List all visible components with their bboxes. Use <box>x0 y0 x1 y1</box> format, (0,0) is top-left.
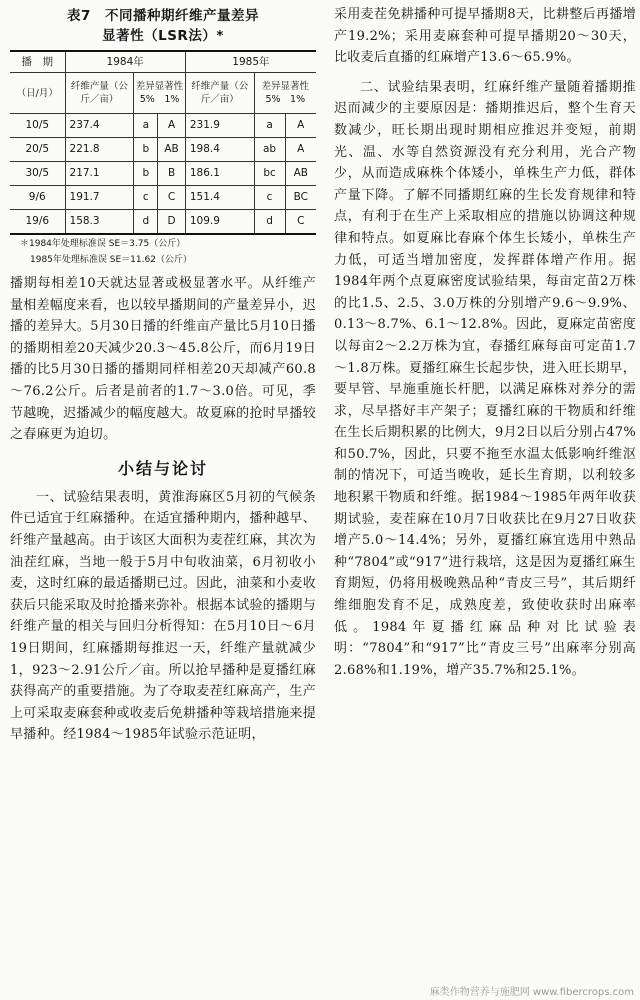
yield-1984: 217.1 <box>65 162 134 186</box>
p5-label-1984: 5% <box>139 94 155 105</box>
left-column <box>10 6 316 746</box>
sig5-1985: ab <box>254 138 285 162</box>
table-row <box>10 186 316 210</box>
table-label: 表7 <box>67 8 91 24</box>
left-paragraph-2: 一、试验结果表明，黄淮海麻区5月初的气候条件已适宜于红麻播种。在适宜播种期内，播种越早、纤维产量越高。由于该区大面积为麦茬红麻，其次为油茬红麻，当地一般于5月中旬收油菜，6月初收小麦，这时红麻的最适播期已过。因此，油菜和小麦收获后只能采取及时抢播来弥补。根据本试验的播期与纤维产量的相关与回归分析得知：在5月10日～6月19日期间，红麻播期每推迟一天，纤维产量就减少1，923～2.91公斤／亩。所以抢早播种是夏播红麻获得高产的重要措施。为了夺取麦茬红麻高产，生产上可采取麦麻套种或收麦后免耕播种等栽培措施来提早播种。经1984～1985年试验示范证明， <box>10 489 316 743</box>
table-title-line2: 显著性（LSR法）* <box>102 28 224 44</box>
sig5-1984: b <box>134 138 158 162</box>
sig1-1985: BC <box>285 186 316 210</box>
table-row <box>10 114 316 138</box>
sig5-1985: a <box>254 114 285 138</box>
left-paragraph-1: 播期每相差10天就达显著或极显著水平。从纤维产量相差幅度来看，也以较早播期间的产量差异小，迟播的差异大。5月30日播的纤维亩产量比5月10日播的播期相差20天减少20.3～45.8公斤，而6月19日播的比5月30日播的播期同样相差20天却减产60.8～76.2公斤。后者是前者的1.7～3.0倍。可见，季节越晚，迟播减少的幅度越大。故夏麻的抢时早播较之春麻更为迫切。 <box>10 276 316 443</box>
table-row <box>10 210 316 235</box>
yield-1985: 109.9 <box>185 210 254 235</box>
yield-1985: 231.9 <box>185 114 254 138</box>
yield-1985: 186.1 <box>185 162 254 186</box>
yield-significance-table <box>10 50 316 235</box>
sig1-1985: A <box>285 114 316 138</box>
sig5-1984: a <box>134 114 158 138</box>
sig1-1984: C <box>158 186 186 210</box>
table-row <box>10 138 316 162</box>
right-paragraph-1: 采用麦茬免耕播种可提早播期8天，比耕整后再播增产19.2%；采用麦麻套种可提早播期20～30天，比收麦后直播的红麻增产13.6～65.9%。 <box>334 7 636 66</box>
sig-label-1984: 差异显著性 <box>135 81 184 92</box>
right-column <box>334 4 636 681</box>
yield-header-1984: 纤维产量（公斤／亩） <box>65 73 134 114</box>
row-date: 10/5 <box>10 114 65 138</box>
row-date: 30/5 <box>10 162 65 186</box>
table-title <box>10 6 316 46</box>
stub-header-bottom: （日/月） <box>10 73 65 114</box>
sig5-1985: bc <box>254 162 285 186</box>
yield-1984: 221.8 <box>65 138 134 162</box>
watermark: 麻类作物营养与施肥网 www.fibercrops.com <box>429 987 634 998</box>
table-note-1984: ＊1984年处理标准误 SE＝3.75（公斤） <box>20 239 186 249</box>
right-paragraph-2: 二、试验结果表明，红麻纤维产量随着播期推迟而减少的主要原因是：播期推迟后，整个生育天数减少，旺长期出现时期相应推迟并变短，前期光、温、水等自然资源没有充分利用，光合产物少，从而造成麻株个体矮小，单株生产力低，群体产量下降。了解不同播期红麻的生长发育规律和特点，有利于在生产上采取相应的措施以协调这种规律和特点。如夏麻比春麻个体生长矮小，单株生产力低，可适当增加密度，发挥群体增产作用。据1984年两个点夏麻密度试验结果，每亩定苗2万株的比1.5、2.5、3.0万株的分别增产9.6～9.9%、0.13～8.7%、6.1～12.8%。因此，夏麻定苗密度以每亩2～2.2万株为宜，春播红麻每亩可定苗1.7～1.8万株。夏播红麻生长起步快，进入旺长期早，要早管、早施重施长杆肥，以满足麻株对养分的需求，尽早搭好丰产架子；夏播红麻的干物质和纤维在生长后期积累的比例大，9月2日以后分别占47%和50.7%，因此，只要不拖至水温太低影响纤维沤制的情况下，可适当晚收，延长生育期，以利较多地积累干物质和纤维。据1984～1985年两年收获期试验，麦茬麻在10月7日收获比在9月27日收获增产5.0～14.4%；另外，夏播红麻宜选用中熟品种“7804”或“917”进行栽培，这是因为夏播红麻生育期短，仍将用极晚熟品种“青皮三号”，其后期纤维细胞发育不足，成熟度差，致使收获时出麻率低。1984年夏播红麻品种对比试验表明：“7804”和“917”比“青皮三号”出麻率分别高2.68%和1.19%，增产35.7%和25.1%。 <box>334 79 636 678</box>
sig5-1984: b <box>134 162 158 186</box>
sig1-1984: D <box>158 210 186 235</box>
p1-label-1985: 1% <box>290 94 306 105</box>
stub-header-top: 播 期 <box>10 51 65 73</box>
sig5-1985: c <box>254 186 285 210</box>
yield-1984: 237.4 <box>65 114 134 138</box>
p5-label-1985: 5% <box>265 94 281 105</box>
table-subheader-row <box>10 73 316 114</box>
sig1-1985: C <box>285 210 316 235</box>
section-heading: 小结与论讨 <box>117 458 208 478</box>
sig-label-1985: 差异显著性 <box>261 81 310 92</box>
sig-header-1985 <box>254 73 316 114</box>
table-note-1985: 1985年处理标准误 SE＝11.62（公斤） <box>30 255 192 265</box>
row-date: 9/6 <box>10 186 65 210</box>
year-1985-header: 1985年 <box>185 51 316 73</box>
table-header-row <box>10 51 316 73</box>
sig1-1985: AB <box>285 162 316 186</box>
row-date: 20/5 <box>10 138 65 162</box>
table-title-line1: 不同播种期纤维产量差异 <box>104 8 259 24</box>
table-row <box>10 162 316 186</box>
yield-1985: 151.4 <box>185 186 254 210</box>
yield-1985: 198.4 <box>185 138 254 162</box>
row-date: 19/6 <box>10 210 65 235</box>
sig1-1985: A <box>285 138 316 162</box>
sig-header-1984 <box>134 73 186 114</box>
yield-header-1985: 纤维产量（公斤／亩） <box>185 73 254 114</box>
p1-label-1984: 1% <box>164 94 180 105</box>
sig5-1984: c <box>134 186 158 210</box>
sig5-1985: d <box>254 210 285 235</box>
year-1984-header: 1984年 <box>65 51 185 73</box>
sig1-1984: A <box>158 114 186 138</box>
sig5-1984: d <box>134 210 158 235</box>
yield-1984: 191.7 <box>65 186 134 210</box>
sig1-1984: AB <box>158 138 186 162</box>
sig1-1984: B <box>158 162 186 186</box>
yield-1984: 158.3 <box>65 210 134 235</box>
